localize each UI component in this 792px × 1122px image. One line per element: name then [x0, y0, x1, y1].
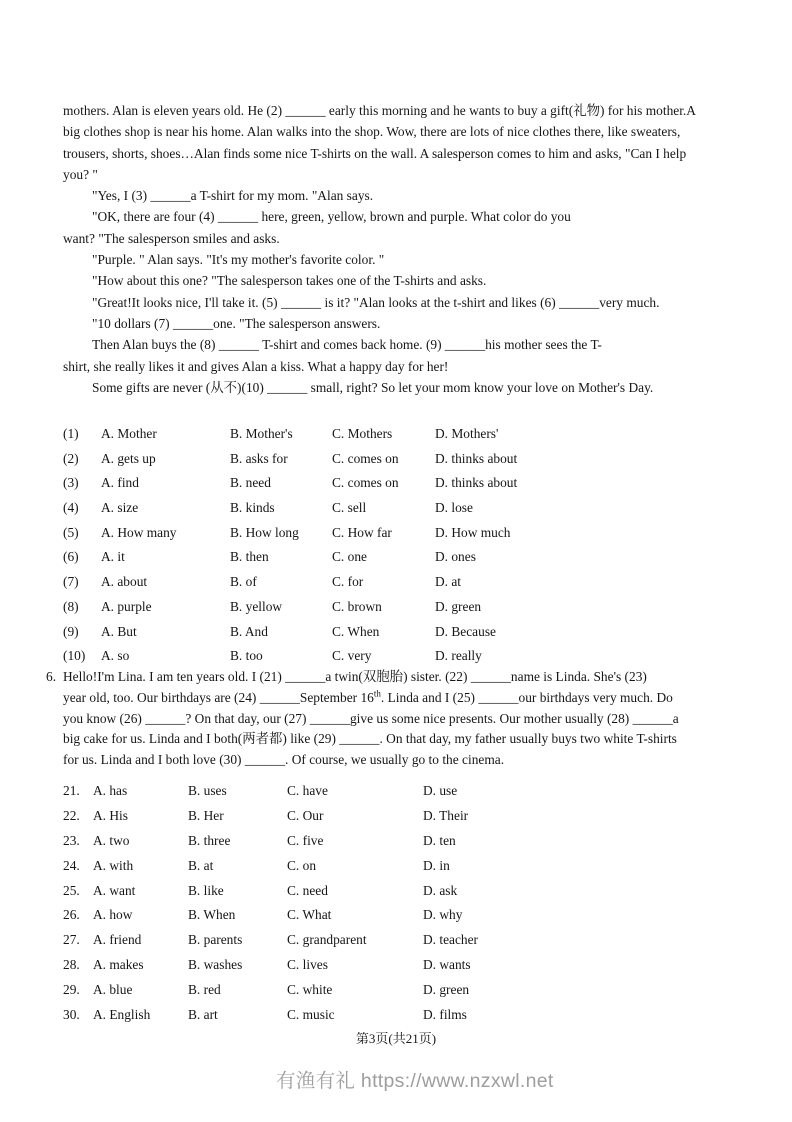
option-a: A. has	[93, 783, 128, 798]
option-b: B. red	[188, 982, 221, 998]
options-21-30-row-24	[63, 854, 478, 879]
option-row-number: 25.	[63, 882, 80, 898]
option-d: D. films	[423, 1007, 467, 1023]
option-b: B. at	[188, 857, 214, 873]
option-b: B. of	[230, 574, 257, 590]
option-c: C. comes on	[332, 450, 399, 466]
option-a: A. so	[101, 648, 130, 664]
option-c: C. one	[332, 549, 367, 565]
option-c: C. brown	[332, 598, 382, 614]
options-1-10-row-10	[63, 644, 517, 669]
option-d: D. in	[423, 857, 450, 873]
page-number-footer: 第3页(共21页)	[355, 1031, 437, 1046]
options-1-10-row-3	[63, 471, 517, 496]
option-row-number: (10)	[63, 648, 86, 664]
option-row-number: 21.	[63, 783, 80, 798]
option-b: B. Mother's	[230, 426, 293, 441]
options-1-10-row-9	[63, 620, 517, 645]
cloze-passage-lina	[46, 667, 766, 771]
cloze-passage-alan-line-14: Some gifts are never (从不)(10) ______ small, right? So let your mom know your love on Mother's Day.	[92, 379, 654, 395]
options-21-30-row-29	[63, 978, 478, 1003]
cloze-passage-lina-line-5: for us. Linda and I both love (30) ______. Of course, we usually go to the cinema.	[63, 752, 505, 767]
option-d: D. why	[423, 907, 463, 923]
option-row-number: 30.	[63, 1007, 80, 1023]
option-a: A. English	[93, 1007, 151, 1023]
option-a: A. purple	[101, 598, 152, 614]
option-d: D. lose	[435, 500, 473, 516]
option-b: B. three	[188, 832, 231, 848]
option-row-number: 28.	[63, 957, 80, 973]
option-b: B. need	[230, 475, 271, 491]
site-watermark: 有渔有礼 https://www.nzxwl.net	[276, 1070, 554, 1092]
option-d: D. ten	[423, 832, 456, 848]
option-b: B. kinds	[230, 500, 275, 516]
option-c: C. sell	[332, 500, 367, 516]
options-1-10-row-1	[63, 422, 517, 447]
option-c: C. When	[332, 623, 380, 639]
option-d: D. at	[435, 574, 462, 590]
options-21-30-row-26	[63, 903, 478, 928]
cloze-passage-alan-line-3: trousers, shorts, shoes…Alan finds some nice T-shirts on the wall. A salesperson comes to him and asks, "Can I help	[63, 145, 687, 161]
option-row-number: (8)	[63, 598, 79, 614]
option-row-number: (3)	[63, 475, 79, 491]
cloze-passage-alan-line-5: "Yes, I (3) ______a T-shirt for my mom. "Alan says.	[92, 188, 374, 204]
option-d: D. Their	[423, 807, 469, 823]
option-row-number: (9)	[63, 623, 79, 639]
option-c: C. very	[332, 648, 372, 664]
option-c: C. grandparent	[287, 932, 367, 948]
option-d: D. How much	[435, 524, 511, 540]
options-21-30-row-28	[63, 953, 478, 978]
option-c: C. music	[287, 1007, 335, 1023]
options-1-10-row-5	[63, 521, 517, 546]
option-b: B. And	[230, 623, 268, 639]
option-a: A. want	[93, 882, 136, 898]
option-d: D. green	[423, 982, 470, 998]
option-d: D. ones	[435, 549, 476, 565]
option-a: A. makes	[93, 957, 144, 973]
cloze-passage-alan-line-4: you? "	[63, 166, 98, 182]
options-21-30-row-21	[63, 779, 478, 804]
option-c: C. on	[287, 857, 317, 873]
option-d: D. use	[423, 783, 458, 798]
option-row-number: 24.	[63, 857, 80, 873]
option-d: D. thinks about	[435, 450, 518, 466]
option-c: C. comes on	[332, 475, 399, 491]
cloze-passage-alan-line-11: "10 dollars (7) ______one. "The salesperson answers.	[92, 315, 381, 331]
cloze-passage-lina-line-1: 6. Hello!I'm Lina. I am ten years old. I (21) ______a twin(双胞胎) sister. (22) ______name is Linda. She's (23)	[46, 667, 766, 688]
option-row-number: 27.	[63, 932, 80, 948]
option-c: C. for	[332, 574, 364, 590]
options-21-30-row-25	[63, 879, 478, 904]
option-b: B. yellow	[230, 598, 283, 614]
cloze-passage-alan-line-12: Then Alan buys the (8) ______ T-shirt and comes back home. (9) ______his mother sees the T-	[92, 337, 602, 353]
option-b: B. then	[230, 549, 269, 565]
option-d: D. ask	[423, 882, 458, 898]
option-c: C. have	[287, 783, 328, 798]
cloze-passage-alan-line-7: want? "The salesperson smiles and asks.	[63, 230, 280, 246]
option-a: A. But	[101, 623, 137, 639]
option-c: C. How far	[332, 524, 392, 540]
option-b: B. too	[230, 648, 263, 664]
option-a: A. blue	[93, 982, 133, 998]
option-b: B. parents	[188, 932, 243, 948]
option-row-number: 29.	[63, 982, 80, 998]
option-d: D. green	[435, 598, 482, 614]
option-row-number: (5)	[63, 524, 79, 540]
option-row-number: (1)	[63, 426, 79, 441]
cloze-passage-lina-line-3: you know (26) ______? On that day, our (27) ______give us some nice presents. Our mother usually (28) ______a	[63, 710, 679, 726]
option-d: D. really	[435, 648, 482, 664]
option-row-number: (4)	[63, 500, 79, 516]
option-d: D. wants	[423, 957, 471, 973]
option-row-number: 26.	[63, 907, 80, 923]
option-c: C. five	[287, 832, 324, 848]
option-a: A. Mother	[101, 426, 157, 441]
option-d: D. Mothers'	[435, 426, 499, 441]
options-1-10-row-7	[63, 570, 517, 595]
option-row-number: (7)	[63, 574, 79, 590]
options-1-10-row-8	[63, 595, 517, 620]
option-b: B. uses	[188, 783, 227, 798]
option-row-number: (2)	[63, 450, 79, 466]
cloze-passage-alan-line-2: big clothes shop is near his home. Alan walks into the shop. Wow, there are lots of nice clothes there, like sweaters,	[63, 124, 681, 140]
options-1-10-row-2	[63, 447, 517, 472]
cloze-passage-alan-line-6: "OK, there are four (4) ______ here, green, yellow, brown and purple. What color do you	[92, 209, 571, 225]
option-a: A. two	[93, 832, 130, 848]
option-d: D. teacher	[423, 932, 479, 948]
options-1-10-row-6	[63, 545, 517, 570]
question-number: 6.	[46, 669, 57, 684]
cloze-passage-alan-line-10: "Great!It looks nice, I'll take it. (5) ______ is it? "Alan looks at the t-shirt and likes (6) ______very much.	[92, 294, 660, 310]
option-c: C. white	[287, 982, 333, 998]
cloze-passage-alan	[63, 100, 763, 398]
cloze-passage-alan-line-9: "How about this one? "The salesperson takes one of the T-shirts and asks.	[92, 273, 487, 289]
option-row-number: 23.	[63, 832, 80, 848]
option-row-number: (6)	[63, 549, 79, 565]
cloze-passage-lina-line-2: year old, too. Our birthdays are (24) ______September 16th. Linda and I (25) ______our birthdays very much. Do	[63, 688, 673, 705]
option-row-number: 22.	[63, 807, 80, 823]
option-a: A. size	[101, 500, 139, 516]
option-b: B. How long	[230, 524, 299, 540]
option-d: D. Because	[435, 623, 496, 639]
option-c: C. lives	[287, 957, 328, 973]
option-a: A. it	[101, 549, 125, 565]
options-21-30-row-27	[63, 928, 478, 953]
cloze-passage-alan-line-1: mothers. Alan is eleven years old. He (2) ______ early this morning and he wants to buy a gift(礼物) for his mother.A	[63, 103, 696, 118]
option-a: A. find	[101, 475, 139, 491]
option-c: C. Our	[287, 807, 324, 823]
option-c: C. Mothers	[332, 426, 393, 441]
options-grid-21-30	[63, 779, 478, 1028]
option-a: A. How many	[101, 524, 177, 540]
option-b: B. Her	[188, 807, 224, 823]
cloze-passage-alan-line-8: "Purple. " Alan says. "It's my mother's favorite color. "	[92, 252, 385, 268]
options-21-30-row-23	[63, 829, 478, 854]
option-a: A. friend	[93, 932, 142, 948]
option-a: A. about	[101, 574, 148, 590]
cloze-passage-lina-line-4: big cake for us. Linda and I both(两者都) like (29) ______. On that day, my father usually buys two white T-shirts	[63, 731, 677, 747]
option-a: A. how	[93, 907, 133, 923]
option-a: A. His	[93, 807, 128, 823]
option-b: B. washes	[188, 957, 243, 973]
option-d: D. thinks about	[435, 475, 518, 491]
option-b: B. art	[188, 1007, 218, 1023]
cloze-passage-alan-line-13: shirt, she really likes it and gives Alan a kiss. What a happy day for her!	[63, 358, 449, 374]
options-21-30-row-30	[63, 1003, 478, 1028]
option-c: C. need	[287, 882, 328, 898]
option-a: A. gets up	[101, 450, 156, 466]
option-b: B. When	[188, 907, 236, 923]
options-grid-1-10	[63, 422, 517, 669]
option-a: A. with	[93, 857, 134, 873]
option-b: B. like	[188, 882, 224, 898]
options-21-30-row-22	[63, 804, 478, 829]
options-1-10-row-4	[63, 496, 517, 521]
option-b: B. asks for	[230, 450, 288, 466]
option-c: C. What	[287, 907, 332, 923]
